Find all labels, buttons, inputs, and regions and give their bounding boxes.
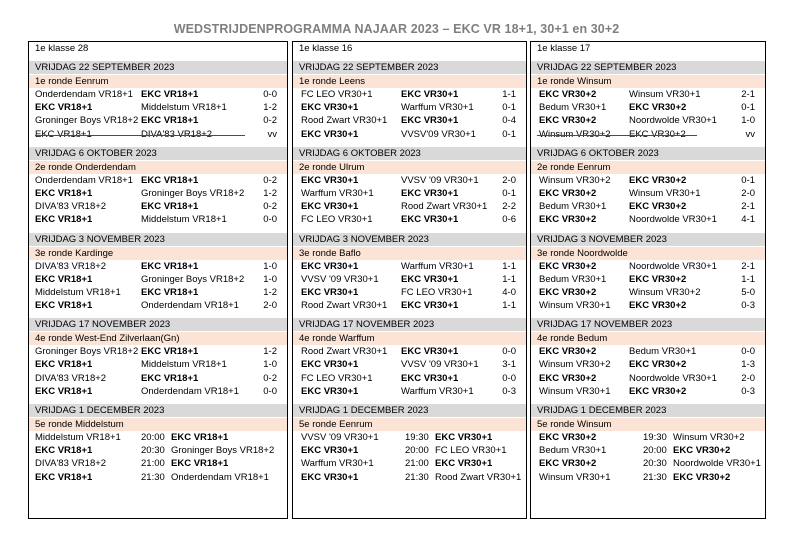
away-team: Noordwolde VR30+1: [629, 372, 717, 384]
match-result: 2-1: [741, 201, 755, 213]
match-row: [29, 457, 287, 470]
match-result: 1-1: [741, 273, 755, 285]
home-team: EKC VR18+1: [35, 187, 93, 199]
round-location: 1e ronde Winsum: [531, 75, 765, 88]
home-team: Warffum VR30+1: [301, 458, 374, 470]
match-result: 0-1: [502, 102, 516, 114]
round-block: [531, 318, 765, 398]
home-team: EKC VR30+1: [301, 260, 359, 272]
match-result: 1-0: [263, 260, 277, 272]
home-team: EKC VR30+1: [301, 102, 359, 114]
match-row: [531, 273, 765, 286]
away-team: EKC VR30+1: [401, 89, 459, 100]
home-team: Bedum VR30+1: [539, 445, 607, 457]
away-team: EKC VR30+2: [629, 385, 687, 397]
home-team: EKC VR30+2: [539, 187, 597, 199]
home-team: EKC VR18+1: [35, 102, 93, 114]
away-team: Groninger Boys VR18+2: [171, 445, 275, 457]
round-block: [531, 404, 765, 484]
away-team: EKC VR30+1: [401, 300, 459, 312]
home-team: EKC VR30+1: [301, 201, 359, 213]
match-row: [293, 431, 526, 444]
kickoff-time: 21:00: [405, 458, 429, 470]
away-team: Noordwolde VR30+1: [629, 214, 717, 226]
home-team: EKC VR18+1: [35, 273, 93, 285]
away-team: EKC VR30+2: [629, 102, 687, 114]
away-team: FC LEO VR30+1: [435, 445, 507, 457]
round-location: 2e ronde Onderdendam: [29, 161, 287, 174]
match-result: 0-3: [741, 385, 755, 397]
away-team: EKC VR30+2: [629, 201, 687, 213]
match-result: 2-0: [263, 300, 277, 312]
home-team: EKC VR30+2: [539, 372, 597, 384]
cancelled-strike-line: [537, 135, 697, 136]
round-location: 5e ronde Winsum: [531, 418, 765, 431]
away-team: Warffum VR30+1: [401, 102, 474, 114]
home-team: Bedum VR30+1: [539, 102, 607, 114]
round-block: [29, 233, 287, 313]
schedule-column-klasse-17: [530, 41, 766, 519]
away-team: EKC VR18+1: [141, 260, 199, 272]
match-row: [293, 273, 526, 286]
round-location: 1e ronde Leens: [293, 75, 526, 88]
match-row: [293, 174, 526, 187]
away-team: EKC VR18+1: [141, 372, 199, 384]
home-team: EKC VR30+2: [539, 260, 597, 272]
home-team: Onderdendam VR18+1: [35, 89, 133, 100]
away-team: EKC VR18+1: [141, 174, 199, 186]
round-date: VRIJDAG 22 SEPTEMBER 2023: [531, 61, 765, 74]
away-team: Groninger Boys VR18+2: [141, 273, 245, 285]
match-result: 1-0: [263, 273, 277, 285]
away-team: Middelstum VR18+1: [141, 359, 227, 371]
home-team: EKC VR30+1: [301, 286, 359, 298]
match-row: [531, 88, 765, 101]
away-team: EKC VR30+1: [401, 372, 459, 384]
match-result: 0-6: [502, 214, 516, 226]
match-row: [29, 372, 287, 385]
away-team: Onderdendam VR18+1: [141, 385, 239, 397]
away-team: Winsum VR30+1: [629, 187, 701, 199]
match-result: 5-0: [741, 286, 755, 298]
kickoff-time: 20:30: [643, 458, 667, 470]
division-header: 1e klasse 28: [35, 43, 89, 54]
home-team: EKC VR30+2: [539, 286, 597, 298]
match-row: [293, 385, 526, 398]
home-team: DIVA'83 VR18+2: [35, 458, 107, 470]
round-block: [293, 404, 526, 484]
away-team: FC LEO VR30+1: [401, 286, 473, 298]
away-team: VVSV '09 VR30+1: [401, 359, 479, 371]
round-location: 5e ronde Middelstum: [29, 418, 287, 431]
match-row: [293, 213, 526, 226]
match-row: [293, 286, 526, 299]
home-team: VVSV '09 VR30+1: [301, 273, 379, 285]
round-block: [531, 147, 765, 227]
match-row: [293, 471, 526, 484]
match-result: 1-2: [263, 346, 277, 358]
match-result: 0-3: [741, 300, 755, 312]
home-team: EKC VR30+2: [539, 214, 597, 226]
match-row: [293, 114, 526, 127]
match-row: [293, 260, 526, 273]
match-result: 1-1: [502, 89, 516, 100]
home-team: FC LEO VR30+1: [301, 214, 373, 226]
home-team: Winsum VR30+1: [539, 471, 611, 483]
match-result: 0-2: [263, 174, 277, 186]
kickoff-time: 19:30: [643, 432, 667, 443]
match-row: [531, 187, 765, 200]
match-result: 0-0: [741, 346, 755, 358]
away-team: EKC VR30+1: [435, 458, 493, 470]
match-result: 1-0: [263, 359, 277, 371]
home-team: EKC VR18+1: [35, 300, 93, 312]
away-team: Middelstum VR18+1: [141, 214, 227, 226]
match-result: vv: [745, 128, 755, 140]
kickoff-time: 19:30: [405, 432, 429, 443]
round-date: VRIJDAG 17 NOVEMBER 2023: [293, 318, 526, 331]
match-row: [293, 200, 526, 213]
round-block: [293, 147, 526, 227]
kickoff-time: 21:30: [643, 471, 667, 483]
away-team: EKC VR30+2: [673, 471, 731, 483]
match-row: [293, 88, 526, 101]
kickoff-time: 20:00: [405, 445, 429, 457]
round-location: 2e ronde Ulrum: [293, 161, 526, 174]
round-date: VRIJDAG 6 OKTOBER 2023: [531, 147, 765, 160]
round-block: [29, 61, 287, 141]
round-location: 1e ronde Eenrum: [29, 75, 287, 88]
home-team: Winsum VR30+2: [539, 359, 611, 371]
away-team: EKC VR18+1: [171, 432, 229, 443]
round-date: VRIJDAG 3 NOVEMBER 2023: [531, 233, 765, 246]
match-row: [531, 372, 765, 385]
match-row: [531, 431, 765, 444]
match-result: 0-0: [263, 385, 277, 397]
home-team: EKC VR30+1: [301, 385, 359, 397]
home-team: EKC VR30+2: [539, 89, 597, 100]
round-location: 3e ronde Noordwolde: [531, 247, 765, 260]
match-result: 4-0: [502, 286, 516, 298]
away-team: EKC VR30+1: [401, 115, 459, 127]
match-result: 0-4: [502, 115, 516, 127]
home-team: Warffum VR30+1: [301, 187, 374, 199]
match-row: [531, 358, 765, 371]
away-team: EKC VR30+1: [435, 432, 493, 443]
match-result: 2-0: [741, 187, 755, 199]
round-date: VRIJDAG 1 DECEMBER 2023: [531, 404, 765, 417]
match-result: 2-0: [502, 174, 516, 186]
match-result: 0-1: [741, 102, 755, 114]
match-result: 4-1: [741, 214, 755, 226]
away-team: EKC VR18+1: [141, 346, 199, 358]
match-row: [531, 385, 765, 398]
home-team: EKC VR30+2: [539, 432, 597, 443]
kickoff-time: 21:30: [405, 471, 429, 483]
match-row: [29, 299, 287, 312]
away-team: EKC VR30+2: [629, 273, 687, 285]
home-team: Middelstum VR18+1: [35, 286, 121, 298]
round-date: VRIJDAG 6 OKTOBER 2023: [29, 147, 287, 160]
away-team: EKC VR30+2: [673, 445, 731, 457]
match-result: 1-2: [263, 286, 277, 298]
match-result: 1-2: [263, 187, 277, 199]
home-team: DIVA'83 VR18+2: [35, 260, 107, 272]
home-team: EKC VR18+1: [35, 445, 93, 457]
match-result: 0-1: [502, 187, 516, 199]
away-team: EKC VR30+1: [401, 187, 459, 199]
match-row: [29, 260, 287, 273]
match-row: [29, 88, 287, 101]
away-team: VVSV '09 VR30+1: [401, 174, 479, 186]
away-team: Bedum VR30+1: [629, 346, 697, 358]
match-result: 1-3: [741, 359, 755, 371]
match-result: 1-1: [502, 260, 516, 272]
match-result: 2-1: [741, 89, 755, 100]
away-team: Winsum VR30+2: [673, 432, 745, 443]
schedule-column-klasse-16: [292, 41, 527, 519]
round-block: [293, 61, 526, 141]
home-team: EKC VR30+1: [301, 128, 359, 140]
match-row: [531, 174, 765, 187]
home-team: Rood Zwart VR30+1: [301, 115, 388, 127]
home-team: VVSV '09 VR30+1: [301, 432, 379, 443]
away-team: EKC VR30+2: [629, 300, 687, 312]
home-team: DIVA'83 VR18+2: [35, 372, 107, 384]
match-row: [531, 213, 765, 226]
away-team: Noordwolde VR30+1: [629, 115, 717, 127]
match-row: [29, 385, 287, 398]
match-row: [293, 457, 526, 470]
match-result: 1-2: [263, 102, 277, 114]
kickoff-time: 20:00: [141, 432, 165, 443]
home-team: Winsum VR30+2: [539, 128, 611, 140]
away-team: EKC VR30+1: [401, 214, 459, 226]
home-team: EKC VR30+2: [539, 346, 597, 358]
away-team: Warffum VR30+1: [401, 260, 474, 272]
away-team: DIVA'83 VR18+2: [141, 128, 213, 140]
match-row: [531, 286, 765, 299]
match-row: [293, 101, 526, 114]
match-row: [29, 286, 287, 299]
away-team: EKC VR30+2: [629, 359, 687, 371]
match-result: 2-2: [502, 201, 516, 213]
away-team: EKC VR18+1: [141, 286, 199, 298]
match-result: 2-1: [741, 260, 755, 272]
away-team: EKC VR18+1: [141, 115, 199, 127]
match-result: 0-2: [263, 115, 277, 127]
away-team: Noordwolde VR30+1: [629, 260, 717, 272]
match-row: [29, 471, 287, 484]
round-date: VRIJDAG 3 NOVEMBER 2023: [29, 233, 287, 246]
round-date: VRIJDAG 22 SEPTEMBER 2023: [293, 61, 526, 74]
page-title: WEDSTRIJDENPROGRAMMA NAJAAR 2023 – EKC VR 18+1, 30+1 en 30+2: [173, 22, 620, 36]
match-result: 0-0: [502, 346, 516, 358]
away-team: EKC VR30+2: [629, 128, 686, 140]
away-team: Middelstum VR18+1: [141, 102, 227, 114]
home-team: EKC VR18+1: [35, 385, 93, 397]
home-team: Middelstum VR18+1: [35, 432, 121, 443]
match-result: 0-2: [263, 201, 277, 213]
round-block: [29, 147, 287, 227]
match-result: 1-0: [741, 115, 755, 127]
away-team: EKC VR18+1: [141, 201, 199, 213]
division-header: 1e klasse 17: [537, 43, 591, 54]
match-result: 3-1: [502, 359, 516, 371]
round-block: [531, 61, 765, 141]
away-team: Onderdendam VR18+1: [171, 471, 269, 483]
match-result: 1-1: [502, 300, 516, 312]
home-team: EKC VR30+2: [539, 115, 597, 127]
round-date: VRIJDAG 6 OKTOBER 2023: [293, 147, 526, 160]
round-block: [29, 404, 287, 484]
match-row: [531, 471, 765, 484]
match-result: 0-1: [741, 174, 755, 186]
home-team: Winsum VR30+1: [539, 385, 611, 397]
home-team: EKC VR18+1: [35, 128, 92, 140]
home-team: Bedum VR30+1: [539, 201, 607, 213]
match-row: [293, 345, 526, 358]
match-row: [531, 444, 765, 457]
schedule-column-klasse-28: [28, 41, 288, 519]
away-team: EKC VR30+1: [401, 273, 459, 285]
home-team: EKC VR30+1: [301, 471, 359, 483]
division-header: 1e klasse 16: [299, 43, 353, 54]
match-row: [29, 101, 287, 114]
away-team: EKC VR30+1: [401, 346, 459, 358]
away-team: Noordwolde VR30+1: [673, 458, 761, 470]
kickoff-time: 21:30: [141, 471, 165, 483]
home-team: EKC VR30+1: [301, 359, 359, 371]
home-team: DIVA'83 VR18+2: [35, 201, 107, 213]
match-row: [29, 128, 287, 141]
round-location: 3e ronde Kardinge: [29, 247, 287, 260]
round-date: VRIJDAG 17 NOVEMBER 2023: [29, 318, 287, 331]
away-team: Winsum VR30+1: [629, 89, 701, 100]
home-team: Rood Zwart VR30+1: [301, 300, 388, 312]
kickoff-time: 20:30: [141, 445, 165, 457]
round-block: [293, 318, 526, 398]
match-row: [531, 114, 765, 127]
kickoff-time: 21:00: [141, 458, 165, 470]
match-row: [531, 101, 765, 114]
round-location: 3e ronde Baflo: [293, 247, 526, 260]
match-row: [29, 114, 287, 127]
match-row: [29, 174, 287, 187]
round-location: 4e ronde Warffum: [293, 332, 526, 345]
home-team: Rood Zwart VR30+1: [301, 346, 388, 358]
match-result: 1-1: [502, 273, 516, 285]
round-block: [531, 233, 765, 313]
match-result: vv: [267, 128, 277, 140]
match-result: 0-0: [263, 214, 277, 226]
away-team: VVSV'09 VR30+1: [401, 128, 476, 140]
round-date: VRIJDAG 17 NOVEMBER 2023: [531, 318, 765, 331]
home-team: EKC VR18+1: [35, 471, 93, 483]
match-result: 0-2: [263, 372, 277, 384]
home-team: Winsum VR30+2: [539, 174, 611, 186]
round-date: VRIJDAG 3 NOVEMBER 2023: [293, 233, 526, 246]
match-result: 0-1: [502, 128, 516, 140]
home-team: EKC VR18+1: [35, 214, 93, 226]
match-result: 0-0: [263, 89, 277, 100]
away-team: Onderdendam VR18+1: [141, 300, 239, 312]
round-location: 2e ronde Eenrum: [531, 161, 765, 174]
match-row: [293, 128, 526, 141]
round-date: VRIJDAG 1 DECEMBER 2023: [29, 404, 287, 417]
match-row: [293, 444, 526, 457]
match-result: 0-3: [502, 385, 516, 397]
home-team: Groninger Boys VR18+2: [35, 346, 139, 358]
away-team: EKC VR18+1: [141, 89, 199, 100]
home-team: EKC VR30+1: [301, 174, 359, 186]
round-block: [29, 318, 287, 398]
match-row: [531, 260, 765, 273]
cancelled-strike-line: [35, 135, 245, 136]
away-team: Rood Zwart VR30+1: [435, 471, 522, 483]
match-result: 0-0: [502, 372, 516, 384]
match-row: [29, 187, 287, 200]
match-row: [29, 444, 287, 457]
away-team: Groninger Boys VR18+2: [141, 187, 245, 199]
match-row: [29, 431, 287, 444]
match-row: [29, 200, 287, 213]
round-location: 5e ronde Eenrum: [293, 418, 526, 431]
round-date: VRIJDAG 22 SEPTEMBER 2023: [29, 61, 287, 74]
home-team: EKC VR18+1: [35, 359, 93, 371]
home-team: EKC VR30+2: [539, 458, 597, 470]
round-block: [293, 233, 526, 313]
match-row: [531, 200, 765, 213]
match-row: [293, 299, 526, 312]
away-team: Rood Zwart VR30+1: [401, 201, 488, 213]
home-team: EKC VR30+1: [301, 445, 359, 457]
away-team: Warffum VR30+1: [401, 385, 474, 397]
round-date: VRIJDAG 1 DECEMBER 2023: [293, 404, 526, 417]
home-team: Winsum VR30+1: [539, 300, 611, 312]
match-row: [531, 299, 765, 312]
away-team: EKC VR30+2: [629, 174, 687, 186]
match-row: [531, 128, 765, 141]
match-row: [531, 457, 765, 470]
match-row: [29, 358, 287, 371]
match-row: [293, 358, 526, 371]
away-team: EKC VR18+1: [171, 458, 229, 470]
match-row: [293, 372, 526, 385]
match-row: [29, 345, 287, 358]
round-location: 4e ronde Bedum: [531, 332, 765, 345]
match-row: [293, 187, 526, 200]
match-row: [531, 345, 765, 358]
home-team: FC LEO VR30+1: [301, 372, 373, 384]
away-team: Winsum VR30+2: [629, 286, 701, 298]
match-result: 2-0: [741, 372, 755, 384]
kickoff-time: 20:00: [643, 445, 667, 457]
home-team: Groninger Boys VR18+2: [35, 115, 139, 127]
home-team: FC LEO VR30+1: [301, 89, 373, 100]
match-row: [29, 213, 287, 226]
round-location: 4e ronde West-End Zilverlaan(Gn): [29, 332, 287, 345]
home-team: Onderdendam VR18+1: [35, 174, 133, 186]
match-row: [29, 273, 287, 286]
home-team: Bedum VR30+1: [539, 273, 607, 285]
